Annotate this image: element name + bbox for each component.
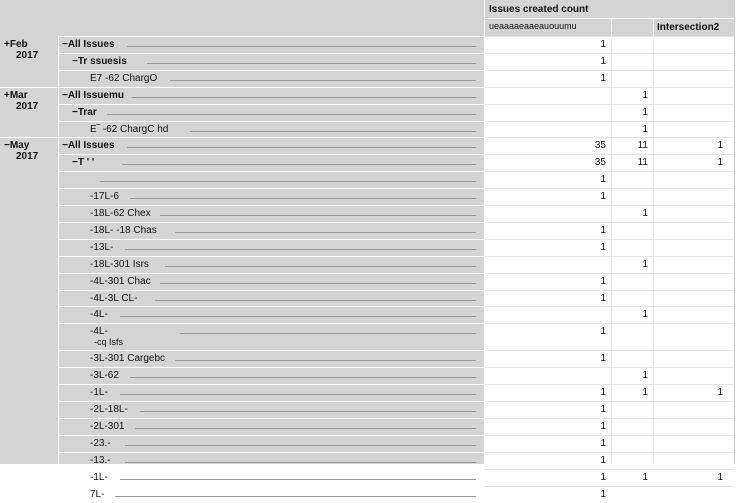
row-label[interactable]: -18L- -18 Chas: [90, 224, 157, 236]
cell-value: 11: [637, 157, 648, 169]
cell-value: 1: [642, 471, 648, 483]
redaction-line: [132, 97, 476, 98]
redaction-line: [180, 333, 476, 334]
cell-separator: [484, 70, 734, 71]
cell-value: 1: [600, 353, 606, 365]
cell-separator: [484, 469, 734, 470]
row-label[interactable]: -17L-6: [90, 191, 119, 203]
cell-separator: [484, 87, 734, 88]
redaction-line: [135, 428, 476, 429]
row-separator: [58, 239, 484, 240]
sub-header-2[interactable]: Intersection2: [657, 22, 720, 33]
cell-separator: [484, 418, 734, 419]
row-label[interactable]: -18L-301 Isrs: [90, 258, 149, 270]
redaction-line: [175, 360, 476, 361]
cell-separator: [484, 350, 734, 351]
row-separator: [58, 256, 484, 257]
cell-separator: [484, 367, 734, 368]
row-separator: [58, 70, 484, 71]
cell-separator: [484, 222, 734, 223]
cell-separator: [484, 36, 734, 37]
cell-value: 1: [642, 123, 648, 135]
row-label[interactable]: −All Issuemu: [62, 89, 124, 101]
redaction-line: [122, 164, 476, 165]
data-column-divider: [653, 36, 654, 464]
cell-value: 1: [642, 387, 648, 399]
row-month-may[interactable]: −May: [4, 140, 30, 152]
cell-separator: [484, 401, 734, 402]
cell-separator: [484, 53, 734, 54]
redaction-line: [107, 114, 476, 115]
row-separator: [58, 171, 484, 172]
cell-value: 1: [600, 387, 606, 399]
row-separator: [58, 222, 484, 223]
redaction-line: [125, 249, 476, 250]
cell-separator: [484, 306, 734, 307]
right-border: [734, 0, 735, 464]
cell-value: 1: [642, 89, 648, 101]
row-separator: [58, 486, 484, 487]
cell-value: 1: [600, 404, 606, 416]
redaction-line: [120, 479, 476, 480]
data-column-divider: [611, 36, 612, 464]
cell-separator: [484, 452, 734, 453]
row-separator: [58, 323, 484, 324]
cell-value: 1: [600, 488, 606, 500]
row-label[interactable]: -1L-: [90, 471, 108, 483]
row-separator: [58, 188, 484, 189]
sub-header-1[interactable]: ueaaaaeaaeauouumu: [489, 21, 577, 31]
row-separator: [58, 306, 484, 307]
row-label[interactable]: E7 -62 ChargO: [90, 72, 158, 84]
row-separator: [58, 350, 484, 351]
row-separator: [58, 205, 484, 206]
row-separator: [58, 384, 484, 385]
row-separator: [58, 137, 484, 138]
row-label[interactable]: -23.-: [90, 437, 111, 449]
redaction-line: [127, 147, 476, 148]
row-label[interactable]: -1L-: [90, 387, 108, 399]
row-separator: [58, 154, 484, 155]
cell-value: 1: [642, 309, 648, 321]
redaction-line: [130, 377, 476, 378]
cell-value: 35: [594, 140, 606, 152]
cell-value: 1: [642, 370, 648, 382]
row-label[interactable]: −Trar: [72, 106, 97, 118]
row-label[interactable]: E‾ -62 ChargC hd: [90, 123, 169, 135]
cell-separator: [484, 486, 734, 487]
cell-separator: [484, 171, 734, 172]
row-separator: [58, 104, 484, 105]
header-divider-3: [653, 18, 654, 36]
redaction-line: [120, 394, 476, 395]
cell-separator: [484, 205, 734, 206]
row-label[interactable]: 7L-: [90, 488, 105, 500]
cell-value: 1: [600, 454, 606, 466]
column-divider: [58, 36, 59, 87]
cell-value: 1: [717, 387, 723, 399]
cell-separator: [484, 273, 734, 274]
row-separator: [58, 290, 484, 291]
redaction-line: [140, 411, 476, 412]
row-label[interactable]: -3L-62: [90, 370, 119, 382]
redaction-line: [155, 300, 476, 301]
row-label[interactable]: -4L-: [90, 326, 108, 338]
redaction-line: [147, 63, 476, 64]
row-separator: [58, 87, 484, 88]
cell-separator: [484, 256, 734, 257]
redaction-line: [125, 462, 476, 463]
row-label[interactable]: -4L-: [90, 309, 108, 321]
cell-separator: [484, 154, 734, 155]
cell-value: 1: [600, 191, 606, 203]
row-separator: [58, 469, 484, 470]
row-header-top-left: [0, 0, 484, 36]
cell-value: 1: [600, 292, 606, 304]
redaction-line: [190, 131, 476, 132]
cell-value: 1: [600, 420, 606, 432]
row-label[interactable]: −T ' ': [72, 157, 95, 169]
row-label[interactable]: -2L-301: [90, 420, 125, 432]
redaction-line: [160, 283, 476, 284]
row-label[interactable]: -2L-18L-: [90, 404, 128, 416]
redaction-line: [170, 80, 476, 81]
cell-value: 1: [600, 224, 606, 236]
cell-separator: [484, 239, 734, 240]
row-year: 2017: [16, 50, 39, 61]
cell-separator: [484, 137, 734, 138]
row-year: 2017: [16, 100, 39, 112]
cell-value: 1: [600, 174, 606, 186]
redaction-line: [100, 181, 476, 182]
cell-separator: [484, 323, 734, 324]
cell-separator: [484, 435, 734, 436]
cell-value: 1: [642, 258, 648, 270]
redaction-line: [130, 198, 476, 199]
column-divider: [58, 87, 59, 138]
row-separator: [58, 401, 484, 402]
redaction-line: [160, 215, 476, 216]
cell-value: 1: [600, 72, 606, 84]
redaction-line: [175, 232, 476, 233]
row-month-mar[interactable]: +Mar: [4, 89, 28, 101]
cell-separator: [484, 104, 734, 105]
redaction-line: [115, 496, 476, 497]
column-divider: [58, 137, 59, 502]
cell-value: 1: [717, 157, 723, 169]
cell-value: 1: [600, 39, 606, 50]
cell-separator: [484, 384, 734, 385]
row-month-feb[interactable]: +Feb: [4, 39, 28, 50]
row-label[interactable]: -18L-62 Chex: [90, 208, 151, 219]
row-separator: [58, 36, 484, 37]
row-label[interactable]: -13L-: [90, 241, 114, 253]
row-separator: [58, 273, 484, 274]
row-label-cont: -cq Isfs: [94, 337, 124, 348]
row-label[interactable]: −Tr ssuesis: [72, 55, 127, 67]
row-label[interactable]: -13.-: [90, 454, 111, 466]
cell-value: 1: [600, 55, 606, 67]
cell-value: 1: [600, 471, 606, 483]
cell-value: 11: [637, 140, 648, 152]
row-year: 2017: [16, 151, 39, 163]
row-label[interactable]: -4L-301 Chac: [90, 275, 151, 287]
row-label[interactable]: -4L-3L CL-: [90, 292, 138, 304]
cell-value: 1: [642, 106, 648, 118]
cell-value: 1: [600, 437, 606, 449]
cell-value: 1: [600, 241, 606, 253]
row-separator: [58, 121, 484, 122]
redaction-line: [125, 445, 476, 446]
cell-separator: [484, 188, 734, 189]
redaction-line: [165, 266, 476, 267]
cell-value: 1: [600, 275, 606, 287]
metric-title: Issues created count: [489, 4, 589, 15]
cell-value: 1: [600, 326, 606, 338]
cell-value: 1: [642, 208, 648, 219]
redaction-line: [127, 46, 476, 47]
header-divider-1: [484, 0, 485, 36]
row-separator: [58, 53, 484, 54]
redaction-line: [120, 316, 476, 317]
header-divider-2: [611, 18, 612, 36]
row-separator: [58, 435, 484, 436]
row-separator: [58, 452, 484, 453]
row-label[interactable]: −All Issues: [62, 140, 115, 152]
row-label[interactable]: −All Issues: [62, 39, 115, 50]
header-split-line: [484, 18, 734, 19]
cell-separator: [484, 290, 734, 291]
cell-value: 1: [717, 140, 723, 152]
row-label[interactable]: -3L-301 Cargebc: [90, 353, 166, 365]
cell-separator: [484, 121, 734, 122]
row-separator: [58, 418, 484, 419]
cell-value: 1: [717, 471, 723, 483]
row-separator: [58, 367, 484, 368]
cell-value: 35: [594, 157, 606, 169]
